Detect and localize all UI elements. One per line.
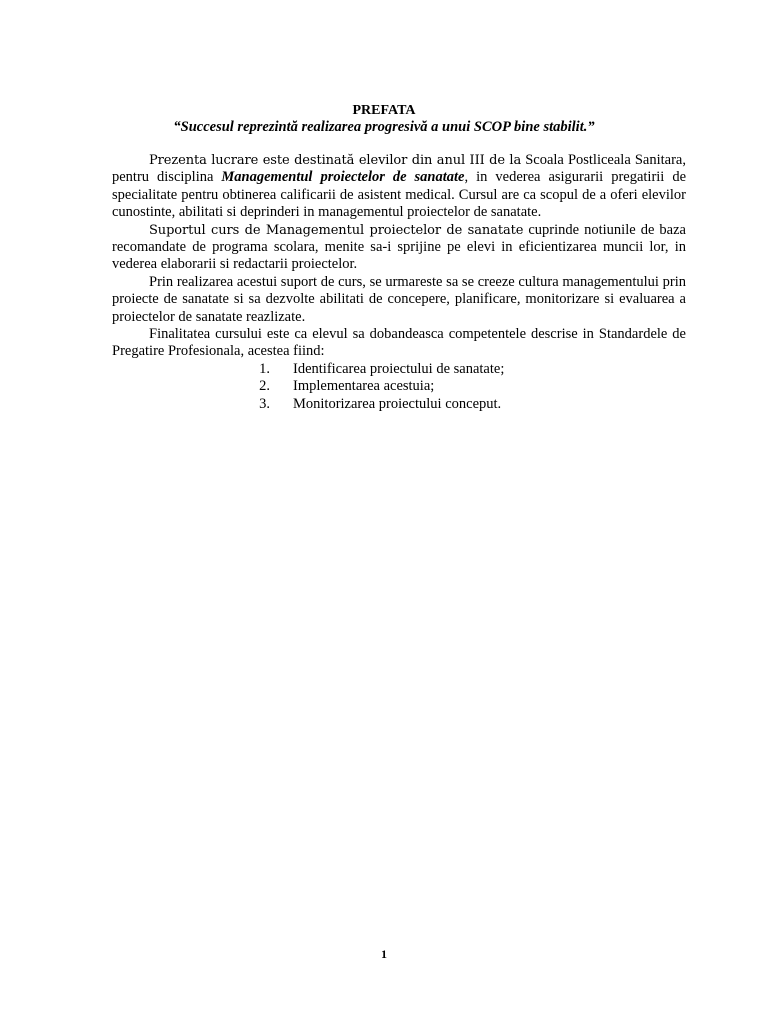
paragraph-intro [112, 152, 686, 222]
motto-quote: “Succesul reprezintă realizarea progresivă a unui SCOP bine stabilit.” [173, 119, 595, 135]
list-item-number: 2. [259, 378, 270, 395]
list-item-text: Identificarea proiectului de sanatate; [293, 360, 505, 377]
competence-list [112, 361, 686, 413]
preface-title: PREFATA [352, 103, 416, 118]
paragraph-outcome: Finalitatea cursului este ca elevul sa dobandeasca competentele descrise in Standardele de Pregatire Profesionala, acestea fiind: [112, 326, 686, 360]
course-name-emphasis: Managementul proiectelor de sanatate [221, 169, 465, 186]
paragraph-support-part1: Suportul curs de Managementul proiectelor de sanatate [149, 222, 524, 238]
paragraph-intro-part3: , in vederea asigurarii pregatirii de specialitate pentru obtinerea calificarii de asistent medical. Cursul are ca scopul de a oferi elevilor cunostinte, abilitati si deprinderi in managementul proiectelor de sanatate. [112, 169, 687, 221]
paragraph-support-part2: cuprinde notiunile de baza recomandate de programa scolara, menite sa-i sprijine pe elevi in eficientizarea muncii lor, in vederea elaborarii si redactarii proiectelor. [112, 221, 686, 273]
list-item [112, 396, 686, 413]
paragraph-intro-part1: Prezenta lucrare este destinată elevilor din anul III de la [149, 153, 522, 168]
paragraph-goal: Prin realizarea acestui suport de curs, se urmareste sa se creeze cultura managementului prin proiecte de sanatate si sa dezvolte abilitati de concepere, planificare, monitorizare si evaluarea a proiectelor de sanatate reazlizate. [112, 273, 686, 325]
page-number: 1 [381, 947, 387, 961]
list-item-text: Implementarea acestuia; [293, 378, 435, 395]
list-item-number: 1. [259, 360, 270, 377]
list-item-text: Monitorizarea proiectului conceput. [293, 395, 502, 412]
list-item [112, 378, 686, 395]
paragraph-support [112, 222, 686, 274]
preface-body [112, 152, 686, 413]
list-item [112, 361, 686, 378]
list-item-number: 3. [259, 395, 270, 412]
paragraph-intro-part2: Scoala Postliceala Sanitara, pentru disciplina [112, 152, 686, 186]
